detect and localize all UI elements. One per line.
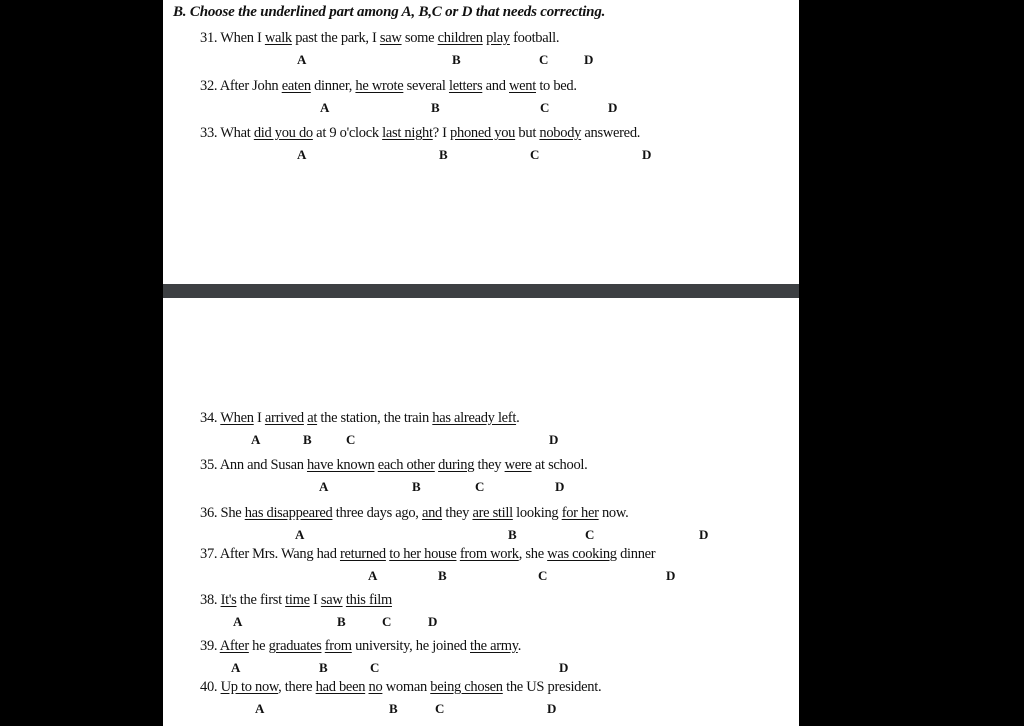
text-segment: I: [309, 592, 321, 608]
underlined-part: time: [285, 592, 310, 608]
underlined-part: has already left: [432, 410, 517, 426]
underlined-part: from: [324, 638, 352, 654]
text-segment: dinner,: [310, 78, 356, 94]
text-segment: university, he joined: [351, 638, 470, 654]
answer-letter-a: A: [231, 660, 241, 675]
answer-letter-c: C: [370, 660, 380, 675]
text-segment: some: [401, 30, 438, 46]
question-36: [163, 505, 799, 551]
text-segment: ? I: [432, 125, 451, 141]
document-page-1: [163, 0, 799, 284]
answer-letter-b: B: [337, 614, 346, 629]
answer-letter-d: D: [559, 660, 569, 675]
answer-letter-b: B: [319, 660, 328, 675]
answer-letter-b: B: [303, 432, 312, 447]
answer-letter-c: C: [382, 614, 392, 629]
text-segment: 40.: [200, 679, 221, 695]
underlined-part: were: [504, 457, 532, 473]
text-segment: the station, the train: [317, 410, 433, 426]
text-segment: past the park, I: [291, 30, 380, 46]
underlined-part: letters: [448, 78, 483, 94]
question-text: [200, 679, 601, 696]
answer-letter-a: A: [295, 527, 305, 542]
text-segment: , she: [518, 546, 548, 562]
text-segment: he: [248, 638, 269, 654]
question-text: [200, 638, 521, 655]
section-heading: B. Choose the underlined part among A, B,C or D that needs correcting.: [173, 4, 606, 20]
underlined-part: Up to now: [220, 679, 279, 695]
text-segment: they: [442, 505, 473, 521]
underlined-part: saw: [320, 592, 343, 608]
answer-letter-c: C: [475, 479, 485, 494]
text-segment: three days ago,: [332, 505, 422, 521]
answer-letter-c: C: [435, 701, 445, 716]
underlined-part: during: [438, 457, 475, 473]
text-segment: , there: [278, 679, 316, 695]
answer-letter-d: D: [555, 479, 565, 494]
underlined-part: the army: [470, 638, 518, 654]
answer-letter-b: B: [452, 52, 461, 67]
question-37: [163, 546, 799, 592]
question-text: [200, 457, 587, 474]
text-segment: at school.: [531, 457, 588, 473]
underlined-part: After: [219, 638, 249, 654]
underlined-part: to her house: [389, 546, 457, 562]
text-segment: woman: [382, 679, 431, 695]
answer-letter-d: D: [584, 52, 594, 67]
answer-letter-a: A: [255, 701, 265, 716]
underlined-part: phoned you: [450, 125, 516, 141]
answer-letter-a: A: [319, 479, 329, 494]
underlined-part: had been: [315, 679, 366, 695]
underlined-part: eaten: [281, 78, 311, 94]
underlined-part: have known: [306, 457, 375, 473]
question-text: [200, 125, 640, 142]
answer-letters: [163, 479, 799, 497]
question-38: [163, 592, 799, 638]
underlined-part: When: [220, 410, 254, 426]
answer-letters: [163, 147, 799, 165]
question-text: [200, 505, 628, 522]
underlined-part: saw: [379, 30, 402, 46]
answer-letter-d: D: [642, 147, 652, 162]
underlined-part: and: [421, 505, 443, 521]
underlined-part: did you do: [253, 125, 313, 141]
underlined-part: play: [486, 30, 510, 46]
answer-letter-d: D: [699, 527, 709, 542]
document-page-2: [163, 298, 799, 726]
answer-letter-d: D: [428, 614, 438, 629]
text-segment: to bed.: [536, 78, 577, 94]
underlined-part: he wrote: [355, 78, 404, 94]
answer-letter-c: C: [530, 147, 540, 162]
answer-letters: [163, 432, 799, 450]
answer-letter-d: D: [608, 100, 618, 115]
question-35: [163, 457, 799, 503]
answer-letter-a: A: [297, 147, 307, 162]
answer-letter-a: A: [320, 100, 330, 115]
answer-letter-a: A: [233, 614, 243, 629]
underlined-part: It's: [220, 592, 237, 608]
text-segment: and: [482, 78, 509, 94]
text-segment: at 9 o'clock: [312, 125, 383, 141]
question-text: [200, 30, 559, 47]
answer-letters: [163, 527, 799, 545]
answer-letter-b: B: [438, 568, 447, 583]
answer-letter-c: C: [538, 568, 548, 583]
underlined-part: was cooking: [547, 546, 617, 562]
answer-letter-b: B: [389, 701, 398, 716]
underlined-part: arrived: [264, 410, 304, 426]
underlined-part: being chosen: [430, 679, 503, 695]
answer-letters: [163, 52, 799, 70]
text-segment: looking: [512, 505, 562, 521]
answer-letter-a: A: [297, 52, 307, 67]
text-segment: 35. Ann and Susan: [200, 457, 307, 473]
answer-letters: [163, 701, 799, 719]
text-segment: now.: [598, 505, 629, 521]
text-segment: they: [474, 457, 505, 473]
text-segment: .: [517, 638, 522, 654]
underlined-part: nobody: [539, 125, 582, 141]
text-segment: 37. After Mrs. Wang had: [200, 546, 340, 562]
underlined-part: are still: [472, 505, 513, 521]
text-segment: 33. What: [200, 125, 254, 141]
underlined-part: for her: [561, 505, 599, 521]
answer-letter-d: D: [547, 701, 557, 716]
underlined-part: no: [368, 679, 383, 695]
underlined-part: from work: [459, 546, 519, 562]
text-segment: the US president.: [502, 679, 602, 695]
text-segment: but: [515, 125, 540, 141]
underlined-part: returned: [339, 546, 386, 562]
answer-letter-c: C: [346, 432, 356, 447]
answer-letter-b: B: [439, 147, 448, 162]
answer-letter-c: C: [539, 52, 549, 67]
question-text: [200, 78, 577, 95]
answer-letter-b: B: [412, 479, 421, 494]
text-segment: several: [403, 78, 449, 94]
underlined-part: walk: [264, 30, 292, 46]
question-31: [163, 30, 799, 76]
question-text: [200, 592, 392, 609]
answer-letter-a: A: [251, 432, 261, 447]
answer-letters: [163, 568, 799, 586]
text-segment: football.: [509, 30, 560, 46]
underlined-part: last night: [382, 125, 433, 141]
text-segment: 31. When I: [200, 30, 265, 46]
answer-letter-a: A: [368, 568, 378, 583]
text-segment: the first: [236, 592, 286, 608]
underlined-part: graduates: [268, 638, 322, 654]
underlined-part: children: [437, 30, 483, 46]
text-segment: 36. She: [200, 505, 245, 521]
answer-letters: [163, 100, 799, 118]
question-32: [163, 78, 799, 124]
answer-letters: [163, 660, 799, 678]
text-segment: 38.: [200, 592, 221, 608]
underlined-part: went: [509, 78, 536, 94]
text-segment: I: [253, 410, 265, 426]
answer-letters: [163, 614, 799, 632]
answer-letter-d: D: [549, 432, 559, 447]
underlined-part: has disappeared: [244, 505, 333, 521]
answer-letter-b: B: [431, 100, 440, 115]
answer-letter-b: B: [508, 527, 517, 542]
text-segment: 39.: [200, 638, 220, 654]
answer-letter-d: D: [666, 568, 676, 583]
text-segment: dinner: [616, 546, 656, 562]
question-40: [163, 679, 799, 725]
page-separator: [163, 284, 799, 298]
question-33: [163, 125, 799, 171]
text-segment: 32. After John: [200, 78, 282, 94]
question-text: [200, 410, 519, 427]
text-segment: .: [516, 410, 520, 426]
underlined-part: at: [307, 410, 318, 426]
underlined-part: this film: [345, 592, 392, 608]
text-segment: 34.: [200, 410, 221, 426]
answer-letter-c: C: [585, 527, 595, 542]
text-segment: answered.: [581, 125, 641, 141]
underlined-part: each other: [377, 457, 435, 473]
answer-letter-c: C: [540, 100, 550, 115]
question-text: [200, 546, 655, 563]
question-39: [163, 638, 799, 684]
question-34: [163, 410, 799, 456]
